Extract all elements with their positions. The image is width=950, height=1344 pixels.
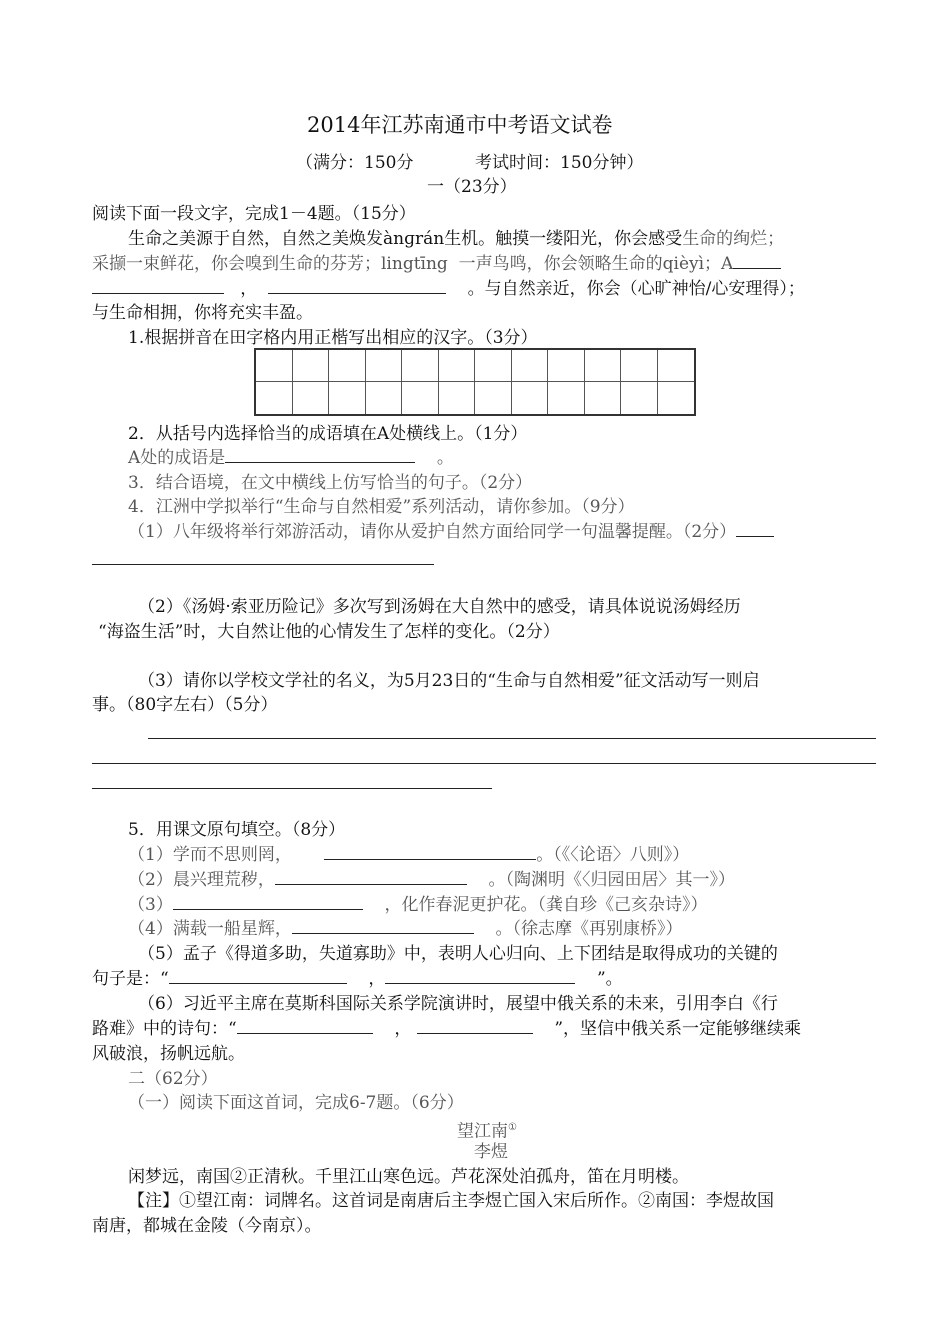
answer-blank[interactable] [173, 894, 363, 910]
question-5-1 [128, 844, 689, 866]
page-title: 2014年江苏南通市中考语文试卷 [307, 113, 613, 137]
poem-author: 李煜 [474, 1142, 508, 1162]
grid-cell[interactable] [439, 382, 476, 414]
passage-line-4: 与生命相拥，你将充实丰盈。 [92, 303, 313, 323]
pinyin-angran: ànɡrán [383, 229, 445, 249]
passage-text: 采撷一束鲜花，你会嗅到生命的芬芳；lingtīng [92, 254, 448, 274]
question-text: 句子是：“ [92, 969, 169, 989]
question-5-6c: 风破浪，扬帆远航。 [92, 1044, 245, 1064]
answer-blank[interactable] [237, 1018, 373, 1034]
question-5-5b [92, 968, 623, 990]
time-info: 考试时间：150分钟） [475, 153, 644, 173]
grid-cell[interactable] [256, 382, 293, 414]
question-5-2 [128, 869, 735, 891]
question-4-2a: （2）《汤姆·索亚历险记》多次写到汤姆在大自然中的感受，请具体说说汤姆经历 [138, 597, 741, 617]
question-1: 1.根据拼音在田字格内用正楷写出相应的汉字。（3分） [128, 328, 538, 348]
grid-cell[interactable] [658, 382, 695, 414]
answer-blank[interactable] [292, 918, 474, 934]
grid-cell[interactable] [621, 382, 658, 414]
grid-cell[interactable] [548, 350, 585, 382]
grid-cell[interactable] [475, 350, 512, 382]
question-text: （1）八年级将举行郊游活动，请你从爱护自然方面给同学一句温馨提醒。（2分） [128, 522, 737, 542]
part-one-heading: 一（23分） [427, 177, 517, 197]
passage-text: 。与自然亲近，你会（心旷神怡/心安理得）； [467, 279, 805, 299]
note-mark: ① [508, 1122, 517, 1133]
poem-title [457, 1117, 517, 1143]
answer-line[interactable] [148, 738, 876, 739]
grid-cell[interactable] [402, 350, 439, 382]
blank-fill-1[interactable] [92, 278, 224, 294]
question-5-3 [128, 894, 707, 916]
answer-blank[interactable] [736, 521, 774, 537]
poem-title-text: 望江南 [457, 1121, 508, 1142]
grid-cell[interactable] [658, 350, 695, 382]
passage-text: 生机。触摸一缕阳光，你会感受 [444, 229, 683, 249]
question-5-4 [128, 918, 682, 940]
comma: ， [368, 969, 386, 989]
score-info: （满分：150分 [296, 153, 414, 173]
passage-intro: 阅读下面一段文字，完成1－4题。（15分） [92, 204, 416, 224]
passage-text: 生命之美源于自然，自然之美焕发 [128, 229, 383, 249]
period: 。 [436, 448, 454, 468]
question-2-answer [128, 447, 454, 469]
question-text: （2）晨兴理荒秽， [128, 870, 275, 890]
grid-cell[interactable] [366, 382, 403, 414]
passage-text: 一声鸟鸣，你会领略生命的qièyì；A [458, 254, 734, 274]
grid-cell[interactable] [512, 350, 549, 382]
question-4: 4．江洲中学拟举行“生命与自然相爱”系列活动，请你参加。（9分） [128, 497, 635, 517]
question-2: 2．从括号内选择恰当的成语填在A处横线上。（1分） [128, 424, 528, 444]
question-text: 。（《〈论语〉八则》） [536, 845, 690, 865]
question-text: （3） [128, 895, 173, 915]
part-two-sub1: （一）阅读下面这首词，完成6-7题。（6分） [128, 1093, 464, 1113]
tianzige-grid[interactable] [254, 348, 696, 416]
question-5: 5．用课文原句填空。（8分） [128, 820, 346, 840]
answer-blank[interactable] [275, 869, 467, 885]
passage-line-3 [92, 278, 805, 300]
question-5-6a: （6）习近平主席在莫斯科国际关系学院演讲时，展望中俄关系的未来，引用李白《行 [138, 994, 778, 1014]
question-4-3b: 事。（80字左右）（5分） [92, 695, 278, 715]
grid-cell[interactable] [293, 350, 330, 382]
grid-cell[interactable] [512, 382, 549, 414]
grid-cell[interactable] [585, 350, 622, 382]
question-text: 路难》中的诗句：“ [92, 1019, 237, 1039]
poem-note-2: 南唐，都城在金陵（今南京）。 [92, 1216, 322, 1236]
part-two-heading: 二（62分） [128, 1069, 218, 1089]
passage-line-1 [128, 228, 784, 250]
answer-line[interactable] [92, 564, 434, 565]
question-4-1 [128, 521, 774, 543]
answer-line[interactable] [92, 763, 876, 764]
question-text: ”。 [596, 969, 623, 989]
comma: ， [394, 1019, 412, 1039]
blank-fill-2[interactable] [268, 278, 446, 294]
question-text: 。（徐志摩《再别康桥》） [495, 919, 683, 939]
question-4-2b: “海盗生活”时，大自然让他的心情发生了怎样的变化。（2分） [98, 622, 560, 642]
question-5-6b [92, 1018, 801, 1040]
passage-line-2 [92, 253, 781, 275]
grid-cell[interactable] [293, 382, 330, 414]
question-5-5a: （5）孟子《得道多助，失道寡助》中，表明人心归向、上下团结是取得成功的关键的 [138, 944, 778, 964]
answer-line[interactable] [92, 788, 492, 789]
grid-cell[interactable] [585, 382, 622, 414]
question-text: ”，坚信中俄关系一定能够继续乘 [554, 1019, 802, 1039]
grid-cell[interactable] [621, 350, 658, 382]
answer-blank[interactable] [385, 968, 575, 984]
answer-prefix: A处的成语是 [128, 448, 226, 468]
answer-blank[interactable] [169, 968, 347, 984]
grid-cell[interactable] [329, 350, 366, 382]
grid-cell[interactable] [475, 382, 512, 414]
grid-cell[interactable] [439, 350, 476, 382]
poem-text: 闲梦远，南国②正清秋。千里江山寒色远。芦花深处泊孤舟，笛在月明楼。 [128, 1167, 689, 1187]
idiom-answer-blank[interactable] [225, 447, 415, 463]
answer-blank[interactable] [417, 1018, 533, 1034]
question-text: ，化作春泥更护花。（龚自珍《己亥杂诗》） [384, 895, 708, 915]
comma: ， [240, 279, 258, 299]
question-3: 3．结合语境，在文中横线上仿写恰当的句子。（2分） [128, 473, 533, 493]
question-text: （4）满载一船星辉， [128, 919, 292, 939]
blank-a-line[interactable] [733, 253, 781, 269]
answer-blank[interactable] [324, 844, 536, 860]
passage-text: 生命的绚烂； [682, 229, 785, 249]
grid-cell[interactable] [548, 382, 585, 414]
grid-cell[interactable] [256, 350, 293, 382]
question-4-3a: （3）请你以学校文学社的名义，为5月23日的“生命与自然相爱”征文活动写一则启 [138, 671, 760, 691]
grid-cell[interactable] [329, 382, 366, 414]
grid-cell[interactable] [402, 382, 439, 414]
grid-cell[interactable] [366, 350, 403, 382]
question-text: 。（陶渊明《〈归园田居〉其一》） [488, 870, 735, 890]
poem-note-1: 【注】①望江南：词牌名。这首词是南唐后主李煜亡国入宋后所作。②南国：李煜故国 [128, 1191, 774, 1211]
question-text: （1）学而不思则罔， [128, 845, 292, 865]
